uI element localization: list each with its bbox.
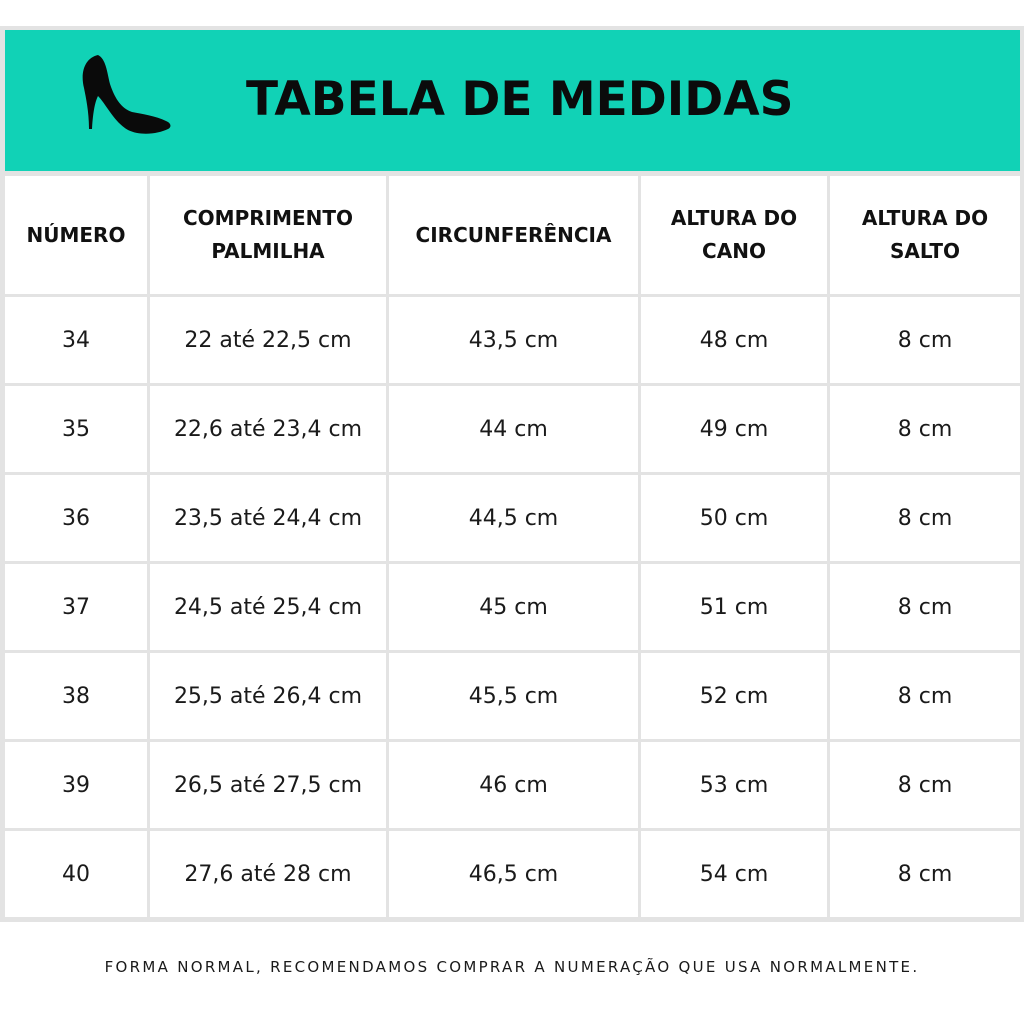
cell-value-circunferencia: 46,5 cm [468,861,559,887]
table-cell [150,386,386,472]
cell-value-circunferencia: 43,5 cm [468,327,559,353]
cell-value-altura-do-salto: 8 cm [897,594,953,620]
table-cell [641,297,827,383]
column-header-numero [5,176,147,294]
cell-value-altura-do-salto: 8 cm [897,416,953,442]
cell-value-circunferencia: 44,5 cm [468,505,559,531]
cell-value-altura-do-salto: 8 cm [897,327,953,353]
high-heel-icon [76,50,176,140]
cell-value-numero: 40 [62,861,90,887]
table-cell [5,831,147,917]
table-cell [389,297,638,383]
column-header-label: COMPRIMENTO PALMILHA [182,206,354,263]
table-cell [830,475,1020,561]
column-header-altura-do-cano [641,176,827,294]
table-cell [641,386,827,472]
table-cell [150,475,386,561]
table-cell [5,564,147,650]
table-cell [150,564,386,650]
column-header-comprimento-palmilha [150,176,386,294]
cell-value-comprimento-palmilha: 23,5 até 24,4 cm [173,505,363,531]
table-cell [5,475,147,561]
column-header-altura-do-salto [830,176,1020,294]
column-header-label: ALTURA DO CANO [670,206,798,263]
table-cell [830,297,1020,383]
page-title: TABELA DE MEDIDAS [246,72,794,127]
table-cell [641,564,827,650]
cell-value-numero: 34 [62,327,90,353]
table-cell [830,653,1020,739]
table-cell [641,653,827,739]
cell-value-altura-do-salto: 8 cm [897,505,953,531]
table-cell [150,297,386,383]
table-cell [389,831,638,917]
cell-value-numero: 38 [62,683,90,709]
column-header-label: NÚMERO [26,222,126,247]
cell-value-altura-do-cano: 54 cm [699,861,769,887]
cell-value-circunferencia: 45 cm [479,594,548,620]
table-cell [5,386,147,472]
column-header-label: CIRCUNFERÊNCIA [415,222,612,247]
cell-value-altura-do-cano: 52 cm [699,683,769,709]
cell-value-comprimento-palmilha: 27,6 até 28 cm [184,861,352,887]
table-cell [5,653,147,739]
table-cell [150,831,386,917]
table-cell [5,742,147,828]
table-cell [830,386,1020,472]
cell-value-numero: 36 [62,505,90,531]
table-cell [5,297,147,383]
column-header-label: ALTURA DO SALTO [861,206,989,263]
cell-value-comprimento-palmilha: 22 até 22,5 cm [184,327,352,353]
cell-value-comprimento-palmilha: 22,6 até 23,4 cm [173,416,363,442]
cell-value-comprimento-palmilha: 26,5 até 27,5 cm [173,772,363,798]
cell-value-altura-do-salto: 8 cm [897,772,953,798]
table-cell [641,742,827,828]
table-cell [830,742,1020,828]
table-cell [389,386,638,472]
table-cell [150,742,386,828]
table-cell [641,475,827,561]
cell-value-numero: 37 [62,594,90,620]
cell-value-altura-do-cano: 53 cm [699,772,769,798]
table-cell [389,475,638,561]
table-cell [830,831,1020,917]
table-cell [389,742,638,828]
table-cell [389,564,638,650]
footer-note: FORMA NORMAL, RECOMENDAMOS COMPRAR A NUMERAÇÃO QUE USA NORMALMENTE. [104,958,920,976]
table-cell [389,653,638,739]
cell-value-altura-do-salto: 8 cm [897,861,953,887]
cell-value-comprimento-palmilha: 24,5 até 25,4 cm [173,594,363,620]
cell-value-numero: 35 [62,416,90,442]
cell-value-altura-do-cano: 50 cm [699,505,769,531]
cell-value-circunferencia: 45,5 cm [468,683,559,709]
cell-value-altura-do-cano: 51 cm [699,594,769,620]
table-cell [641,831,827,917]
cell-value-comprimento-palmilha: 25,5 até 26,4 cm [173,683,363,709]
cell-value-altura-do-salto: 8 cm [897,683,953,709]
table-cell [830,564,1020,650]
cell-value-circunferencia: 44 cm [479,416,548,442]
column-header-circunferencia [389,176,638,294]
cell-value-altura-do-cano: 48 cm [699,327,769,353]
table-cell [150,653,386,739]
cell-value-numero: 39 [62,772,90,798]
cell-value-altura-do-cano: 49 cm [699,416,769,442]
cell-value-circunferencia: 46 cm [479,772,548,798]
